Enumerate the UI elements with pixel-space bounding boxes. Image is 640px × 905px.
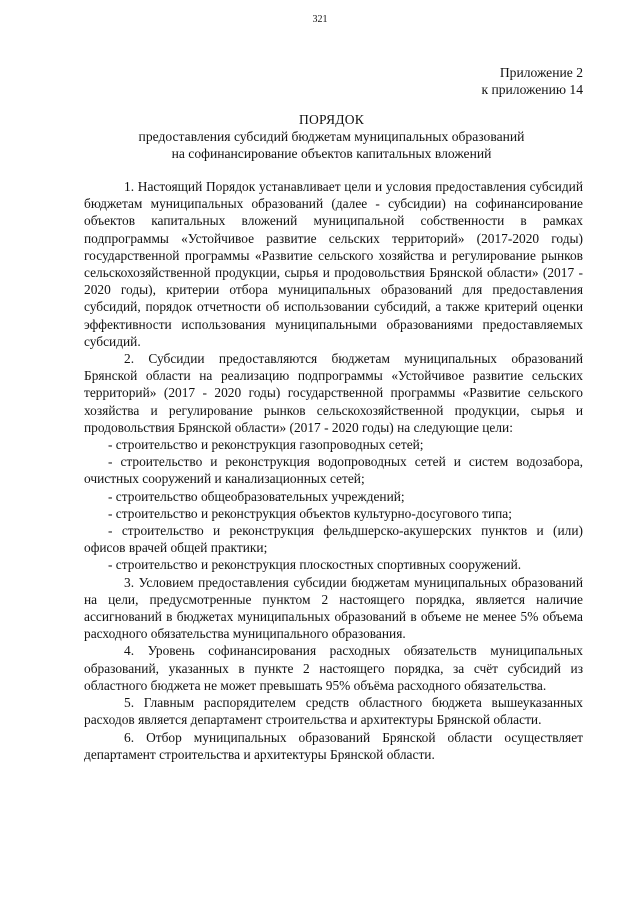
goal-item-medical: - строительство и реконструкция фельдшерско-акушерских пунктов и (или) офисов врачей общей практики;	[84, 523, 583, 556]
goal-item-sports: - строительство и реконструкция плоскостных спортивных сооружений.	[108, 557, 522, 573]
paragraph-5: 5. Главным распорядителем средств областного бюджета вышеуказанных расходов является департамент строительства и архитектуры Брянской области.	[84, 695, 583, 728]
paragraph-3: 3. Условием предоставления субсидии бюджетам муниципальных образований на цели, предусмотренные пунктом 2 настоящего порядка, является наличие ассигнований в бюджетах муниципальных образований в объеме не менее 5% объема расходного обязательства муниципального образования.	[84, 574, 583, 642]
appendix-line-1: Приложение 2	[499, 65, 583, 80]
document-title: ПОРЯДОК	[299, 112, 364, 127]
paragraph-6: 6. Отбор муниципальных образований Брянской области осуществляет департамент строительства и архитектуры Брянской области.	[84, 729, 583, 762]
document-heading	[80, 111, 583, 162]
paragraph-2: 2. Субсидии предоставляются бюджетам муниципальных образований Брянской области на реализацию подпрограммы «Устойчивое развитие сельских территорий» (2017 - 2020 годы) государственной программы «Развитие сельского хозяйства и регулирование рынков сельскохозяйственной продукции, сырья и продовольствия Брянской области» (2017 - 2020 годы) на следующие цели:	[84, 351, 583, 435]
goal-item-culture: - строительство и реконструкция объектов культурно-досугового типа;	[108, 505, 512, 521]
goal-item-schools: - строительство общеобразовательных учреждений;	[108, 488, 405, 504]
paragraph-1: 1. Настоящий Порядок устанавливает цели и условия предоставления субсидий бюджетам муниципальных образований (далее - субсидии) на софинансирование объектов капитальных вложений муниципальной собственности в рамках подпрограммы «Устойчивое развитие сельских территорий» (2017-2020 годы) государственной программы «Развитие сельского хозяйства и регулирование рынков сельскохозяйственной продукции, сырья и продовольствия Брянской области» (2017 - 2020 годы), критерии отбора муниципальных образований для предоставления субсидий, порядок отчетности об использовании субсидий, а также критерий оценки эффективности использования муниципальными образованиями предоставляемых субсидий.	[84, 179, 583, 349]
document-subtitle-line-2: на софинансирование объектов капитальных вложений	[171, 146, 492, 161]
goal-item-water: - строительство и реконструкция водопроводных сетей и систем водозабора, очистных сооружений и канализационных сетей;	[84, 454, 583, 487]
paragraph-4: 4. Уровень софинансирования расходных обязательств муниципальных образований, указанных в пункте 2 настоящего порядка, за счёт субсидий из областного бюджета не может превышать 95% объёма расходного обязательства.	[84, 643, 583, 693]
page-number: 321	[312, 14, 328, 25]
appendix-caption	[481, 64, 583, 98]
document-body	[84, 178, 583, 763]
appendix-line-2: к приложению 14	[481, 82, 583, 97]
goal-item-gas: - строительство и реконструкция газопроводных сетей;	[108, 437, 424, 453]
document-subtitle-line-1: предоставления субсидий бюджетам муниципальных образований	[138, 129, 525, 144]
